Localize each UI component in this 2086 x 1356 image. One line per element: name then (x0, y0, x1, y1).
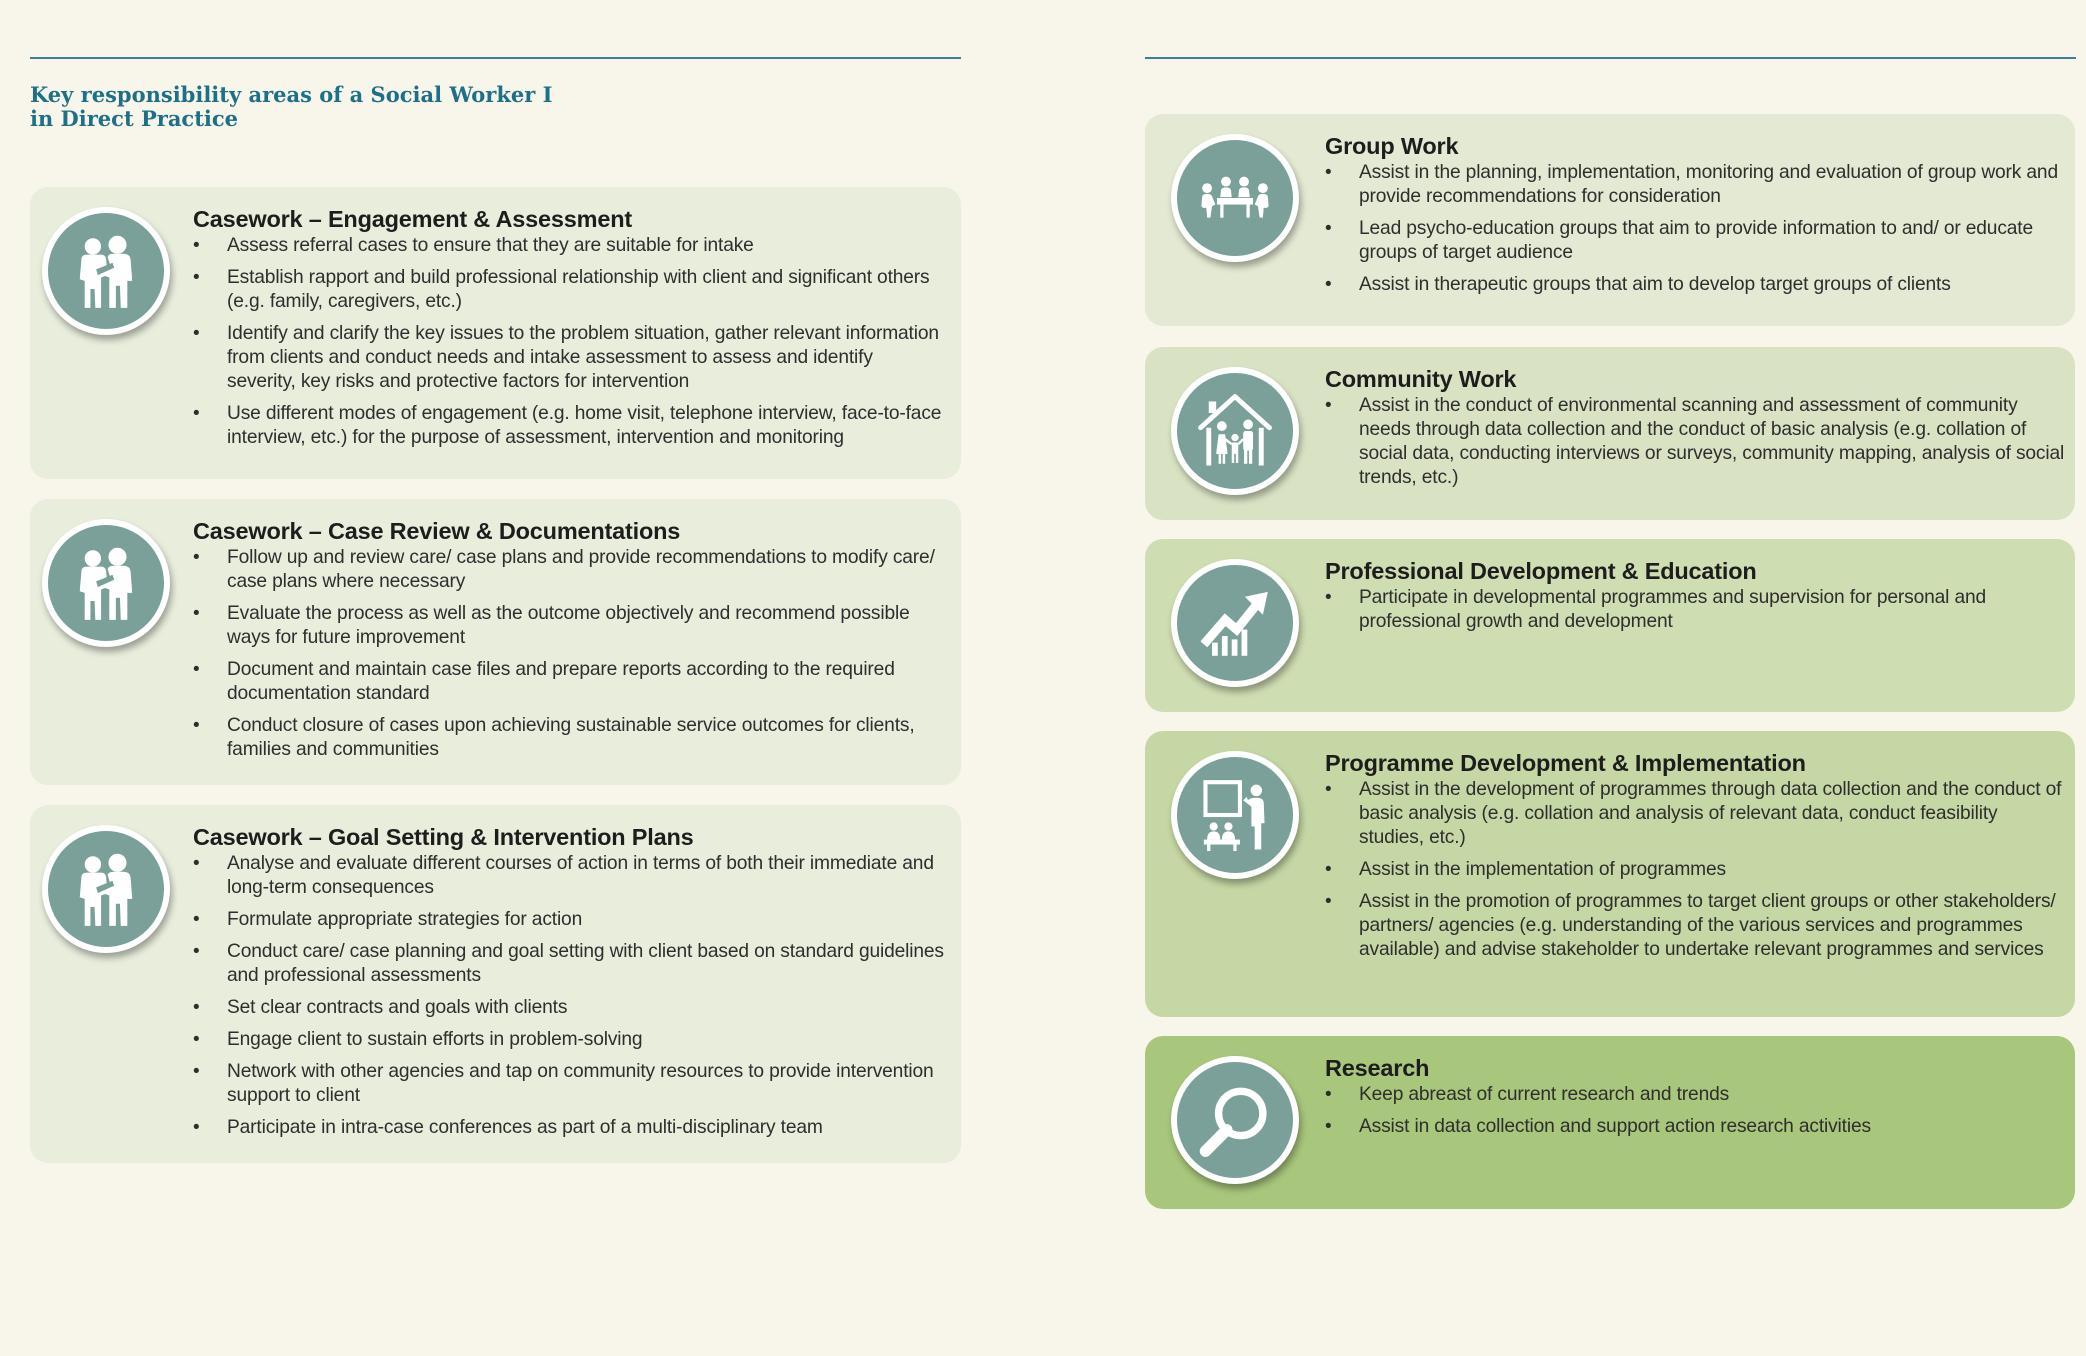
bullet-list (1325, 778, 2067, 962)
growth-chart-icon (1171, 559, 1299, 687)
bullet-item: • Assist in the development of programmes through data collection and the conduct of basic analysis (e.g. collation and analysis of relevant data, conduct feasibility studies, etc.) (1325, 778, 2067, 850)
card-professional-development (1145, 539, 2075, 712)
card-title: Casework – Goal Setting & Intervention Plans (193, 824, 694, 850)
bullet-list (193, 546, 945, 762)
bullet-item: • Assist in the planning, implementation, monitoring and evaluation of group work and provide recommendations for consideration (1325, 161, 2067, 209)
card-programme-development (1145, 731, 2075, 1017)
card-title: Group Work (1325, 133, 1459, 159)
bullet-item: • Assess referral cases to ensure that they are suitable for intake (193, 234, 945, 258)
card-casework-review (30, 499, 961, 785)
page-title-prefix: Key responsibility areas of a (30, 82, 371, 107)
bullet-item: • Keep abreast of current research and trends (1325, 1083, 2067, 1107)
bullet-item: • Document and maintain case files and prepare reports according to the required documentation standard (193, 658, 945, 706)
card-title: Programme Development & Implementation (1325, 750, 1806, 776)
bullet-item: • Assist in therapeutic groups that aim to develop target groups of clients (1325, 273, 2067, 297)
bullet-item: • Assist in the implementation of programmes (1325, 858, 2067, 882)
card-title: Casework – Engagement & Assessment (193, 206, 633, 232)
people-pair-icon (42, 207, 170, 335)
bullet-list (193, 234, 945, 450)
bullet-item: • Identify and clarify the key issues to the problem situation, gather relevant information from clients and conduct needs and intake assessment to assess and identify severity, key risks and protective factors for intervention (193, 322, 945, 394)
bullet-list (1325, 394, 2067, 490)
bullet-item: • Conduct closure of cases upon achieving sustainable service outcomes for clients, families and communities (193, 714, 945, 762)
card-casework-engagement (30, 187, 961, 479)
people-pair-icon (42, 519, 170, 647)
card-research (1145, 1036, 2075, 1209)
bullet-item: • Participate in developmental programmes and supervision for personal and professional growth and development (1325, 586, 2067, 634)
bullet-item: • Engage client to sustain efforts in problem-solving (193, 1028, 945, 1052)
page-title-emphasis: Social Worker I (370, 82, 553, 107)
family-house-icon (1171, 367, 1299, 495)
bullet-item: • Set clear contracts and goals with clients (193, 996, 945, 1020)
card-community-work (1145, 347, 2075, 520)
page-title (30, 83, 730, 131)
card-title: Research (1325, 1055, 1430, 1081)
bullet-item: • Follow up and review care/ case plans and provide recommendations to modify care/ case plans where necessary (193, 546, 945, 594)
bullet-list (1325, 1083, 2067, 1139)
bullet-list (1325, 586, 2067, 634)
top-rule-left (30, 57, 961, 59)
bullet-item: • Assist in data collection and support action research activities (1325, 1115, 2067, 1139)
card-title: Casework – Case Review & Documentations (193, 518, 681, 544)
bullet-list (193, 852, 945, 1140)
bullet-item: • Assist in the promotion of programmes to target client groups or other stakeholders/ partners/ agencies (e.g. understanding of the various services and programmes available) and advise stakeholder to undertake relevant programmes and services (1325, 890, 2067, 962)
bullet-item: • Participate in intra-case conferences as part of a multi-disciplinary team (193, 1116, 945, 1140)
group-meeting-icon (1171, 134, 1299, 262)
bullet-item: • Formulate appropriate strategies for action (193, 908, 945, 932)
bullet-item: • Lead psycho-education groups that aim to provide information to and/ or educate groups of target audience (1325, 217, 2067, 265)
card-casework-goal-setting (30, 805, 961, 1163)
bullet-item: • Analyse and evaluate different courses of action in terms of both their immediate and long-term consequences (193, 852, 945, 900)
card-title: Community Work (1325, 366, 1517, 392)
bullet-item: • Assist in the conduct of environmental scanning and assessment of community needs through data collection and the conduct of basic analysis (e.g. collation of social data, conducting interviews or surveys, community mapping, analysis of social trends, etc.) (1325, 394, 2067, 490)
bullet-item: • Evaluate the process as well as the outcome objectively and recommend possible ways for future improvement (193, 602, 945, 650)
bullet-list (1325, 161, 2067, 297)
card-title: Professional Development & Education (1325, 558, 1757, 584)
bullet-item: • Network with other agencies and tap on community resources to provide intervention support to client (193, 1060, 945, 1108)
bullet-item: • Establish rapport and build professional relationship with client and significant others (e.g. family, caregivers, etc.) (193, 266, 945, 314)
people-pair-icon (42, 825, 170, 953)
page-title-line2: in Direct Practice (30, 106, 239, 131)
card-group-work (1145, 114, 2075, 326)
bullet-item: • Conduct care/ case planning and goal setting with client based on standard guidelines and professional assessments (193, 940, 945, 988)
magnifier-icon (1171, 1056, 1299, 1184)
presenter-icon (1171, 751, 1299, 879)
top-rule-right (1145, 57, 2076, 59)
bullet-item: • Use different modes of engagement (e.g. home visit, telephone interview, face-to-face interview, etc.) for the purpose of assessment, intervention and monitoring (193, 402, 945, 450)
